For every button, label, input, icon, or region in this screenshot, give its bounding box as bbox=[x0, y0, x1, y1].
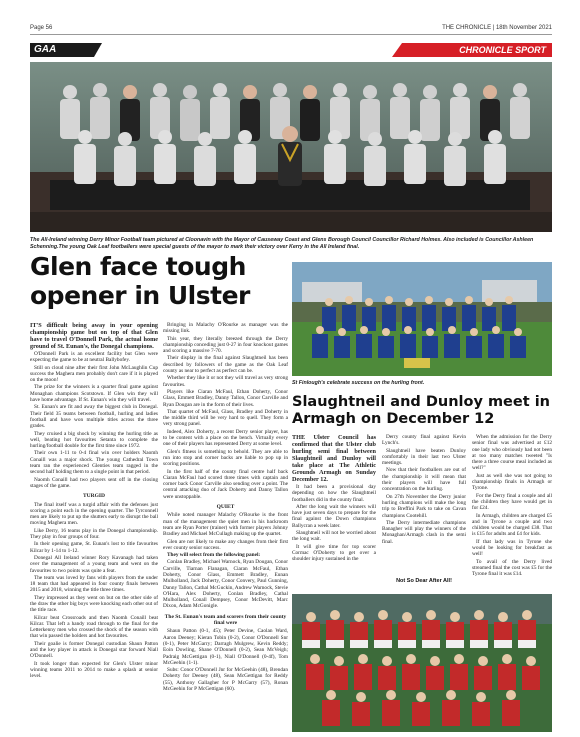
paragraph: They will select from the following panel: bbox=[167, 552, 261, 559]
main-headline: Glen face tough opener in Ulster bbox=[30, 252, 250, 310]
paragraph: Indeed, Alex Doherty, a recent Derry senior player, has to be content with a place on the bench. Virtually every one of their players has represented Derry at some level. bbox=[163, 428, 288, 448]
paragraph: THE Ulster Council has confirmed that the Ulster club hurling semi final between Slaughtneil and Dunloy will take place at The Athletic Grounds Armagh on Sunday December 12. bbox=[292, 434, 376, 483]
paragraph: Bringing in Malachy O'Rourke as manager was the missing link. bbox=[163, 322, 288, 335]
paragraph: It had been a provisional day depending on how the Slaughtneil footballers did in the county final. bbox=[292, 484, 376, 503]
second-headline: Slaughtneil and Dunloy meet in Armagh on December 12 bbox=[292, 394, 550, 427]
paragraph: In their opening game, St. Eunan's lost to title favourites Kilcar by 1-14 to 1-12. bbox=[30, 541, 158, 554]
paragraph: Donegal All Ireland winner Rory Kavanagh had taken over the management of a young team and went on the favourites to two points was quite a feat. bbox=[30, 554, 158, 574]
second-story-column-1 bbox=[292, 434, 376, 589]
paragraph: Naomh Conaill had two players sent off in the closing stages of the game. bbox=[30, 476, 158, 489]
page-number: Page 56 bbox=[30, 25, 53, 31]
paragraph: Their goalie is former Donegal custodian Shaun Patton and the key player in attack is Donegal star forward Niall O'Donnell. bbox=[30, 640, 158, 660]
paragraph: They cruised a big shock by winning the hurling title as well, beating hot favourites Setanta to complete the hurling/football double for the first time since 1972. bbox=[30, 430, 158, 450]
paragraph: After the long wait the winners will have just seven days to prepare for the final against the Down champions Ballycran a week later. bbox=[292, 503, 376, 529]
paragraph: The Derry intermediate champions Banagher will play the winners of the Monaghan/Armagh clash in the semi final. bbox=[382, 519, 466, 545]
issue-date: THE CHRONICLE | 18th November 2021 bbox=[442, 25, 552, 31]
paragraph: Shaun Patton (0-1, 45); Peter Devine, Caolan Ward, Aaron Deeney; Kieran Tobin (0-2), Conor O'Donnell Snr (0-1), Peter McGarry; Darragh Mulgrew, Kevin Reddy; Eoin Dowling, Shane O'Donnell (0-2), Sean McVeigh; Padraig McGettigan (0-1), Niall O'Donnell (0-4f), Tom McGeehin (1-1). bbox=[163, 628, 288, 666]
paragraph: Like Derry, 16 teams play in the Donegal championship. They play in four groups of four. bbox=[30, 527, 158, 541]
paragraph: Still on cloud nine after their first John McLaughlin Cup success the Maghera men probably don't care if it is played on the moon! bbox=[30, 364, 158, 384]
paragraph: When the admission for the Derry senior final was advertised at £12 one lady who obviously had not been at too many matches tweeted "Is there a three course meal included as well?" bbox=[472, 434, 552, 472]
paragraph: Derry county final against Kevin Lynch's. bbox=[382, 434, 466, 447]
main-story-column-1 bbox=[30, 322, 158, 730]
paragraph: In Armagh, children are charged £5 and in Tyrone a couple and two children would be charged £38. That is £15 for adults and £4 for kids. bbox=[472, 512, 552, 538]
paragraph: Kilcar beat Crossroads and then Naomh Conaill beat Kilcar. That left a handy road through to the final for the Letterkenny men who crossed the shock of the season with that win passed the holders and hot favourites. bbox=[30, 614, 158, 640]
paragraph: Slaughtneil have beaten Dunloy comfortably in their last two Ulster meetings. bbox=[382, 447, 466, 467]
subheading: TURGID bbox=[82, 493, 105, 500]
paragraph: It will give time for top scorer Cormac O'Doherty to get over a shoulder injury sustained in the bbox=[292, 543, 376, 563]
paragraph: Whether they like it or not they will travel as very strong favourites. bbox=[163, 375, 288, 388]
paragraph: Now that their footballers are out of the championship it will mean that their players will have full concentration on the hurling. bbox=[382, 467, 466, 493]
paragraph: To avail of the Derry lived streamed final the cost was £5 for the Tyrone final it was £14. bbox=[472, 558, 552, 578]
header-divider bbox=[30, 34, 552, 35]
paragraph: Their display in the final against Slaughtneil has been described by followers of the game as the Oak Leaf county as near to perfect as perfect can be. bbox=[163, 355, 288, 375]
hurling-team-photo bbox=[292, 262, 552, 376]
paragraph: Conlan Bradley, Michael Warnock, Ryan Dougan, Conor Carville, Tiarnan Flanagan, Ciaran McFaul, Ethan Doherty, Conor Glass, Emmett Bradley, Eunan Mulholland, Jack Doherty, Conor Convery, Paul Gunning, Danny Tallon, Cathal McGuckin, Andrew Warnock, Stevie O'Hara, Alex Doherty, Conlan Bradley, Cathal Mulholland, Conall Dempsey, Conor McDevitt, Marc Dixon, Adam McGonigle. bbox=[163, 559, 288, 610]
paragraph: Slaughtneil will not be worried about the long wait. bbox=[292, 530, 376, 543]
paragraph: If that lady was in Tyrone she would be looking for breakfast as well! bbox=[472, 538, 552, 558]
paragraph: The final itself was a turgid affair with the defenses just scoring a point each in the opening quarter. The Tyrconnell men are likely to put up the shutters early to disrupt the ball moving Maghera men. bbox=[30, 501, 158, 527]
team-photo-caption: The All-Ireland winning Derry Minor Football team pictured at Cloonavin with the Mayor of Causeway Coast and Glens Borough Council Councillor Richard Holmes. Also included is Councillor Ashleen Schenning.The young Oak Leaf footballers were special guests of the mayor to mark their victory over Kerry in the All Ireland final. bbox=[30, 237, 534, 250]
paragraph: That quartet of McFaul, Glass, Bradley and Doherty in the middle third will be very hard to quell. They form a very strong panel. bbox=[163, 408, 288, 428]
paragraph: Just as well she was not going to championship finals in Armagh or Tyrone. bbox=[472, 472, 552, 492]
paragraph: While noted manager Malachy O'Rourke is the front man of the management the quiet men in his backroom team are Ryan Porter (trainer) with former players Johnny Bradley and Michael McCullagh making up the quartet. bbox=[163, 512, 288, 538]
second-story-column-2 bbox=[382, 434, 466, 574]
main-story-column-2 bbox=[163, 322, 288, 730]
paragraph: O'Donnell Park is an excellent facility but Glen were expecting the game to be at neutral Ballybofey. bbox=[30, 351, 158, 364]
paragraph: For the Derry final a couple and all the children they have would get in for £24. bbox=[472, 492, 552, 512]
paragraph: Players like Ciaran McFaul, Ethan Doherty, Conor Glass, Emmett Bradley, Danny Tallon, Conor Carville and Ryan Dougan are in the form of their lives. bbox=[163, 388, 288, 408]
section-tag: GAA bbox=[30, 43, 94, 57]
paragraph: St. Eunan's are fit and away the biggest club in Donegal. Their field 35 teams between football, hurling and ladies football and have won multiple titles across the three grades. bbox=[30, 404, 158, 430]
second-story-column-3 bbox=[472, 434, 552, 589]
paragraph: Glen are not likely to make any changes from their first ever county senior success. bbox=[163, 538, 288, 551]
paragraph: This year, they literally breezed through the Derry championship conceding just 0-27 in four knockout games and scoring a massive 7-70. bbox=[163, 335, 288, 355]
paragraph: In the first half of the county final centre half back Ciaran McFaul had scored three times with captain and corner back Conor Carville also sending over a point. The central attacking duo of Jack Doherty and Danny Tallon were unstoppable. bbox=[163, 468, 288, 500]
paragraph: On 27th November the Derry junior hurling champions will make the long trip to Breffini Park to take on Cavan champions Cootehill. bbox=[382, 493, 466, 519]
paragraph: Subs: Conor O'Donnell Jnr for McGeehin (48), Brendan Doherty for Deeney (48), Sean McGettigan for Reddy (55), Anthony Gallagher for P McGarry (57), Ronan McGeehin for P McGettigan (60). bbox=[163, 667, 288, 693]
subheading: The St. Eunan's team and scorers from their county final were bbox=[164, 613, 287, 627]
team-photo bbox=[30, 62, 552, 232]
subheading: QUIET bbox=[216, 504, 235, 511]
paragraph: The team was loved by fans with players from the under 18 team that had appeared in four county finals between 2015 and 2018, winning the title three times. bbox=[30, 574, 158, 594]
paragraph: The prize for the winners is a quarter final game against Monaghan champions Scotstown. If Glen win they will have home advantage. If St. Eunan's win they will travel. bbox=[30, 384, 158, 404]
brand-banner: CHRONICLE SPORT bbox=[402, 43, 552, 57]
hurling-photo-caption: St Finlough's celebrate success on the hurling front. bbox=[292, 380, 425, 386]
ad-tagline: Not So Dear After All! bbox=[396, 578, 452, 584]
paragraph: Their own 1-11 to 0-4 final win over holders Naomh Conaill was a major shock. The young Cathedral Town team ran the experienced Glenties team ragged in the second half holding them to a single point in that period. bbox=[30, 450, 158, 476]
youth-team-photo bbox=[292, 594, 552, 732]
paragraph: IT'S difficult being away in your opening championship game but on top of that Glen have to travel O'Donnell Park, the actual home ground of St. Eunan's, the Donegal champions. bbox=[30, 322, 158, 350]
paragraph: They impressed as they went on but on the other side of the draw the other big boys were knocking each other out of the title race. bbox=[30, 594, 158, 614]
paragraph: Glen's fitness is something to behold. They are able to run into stop and corner backs are liable to pop up in scoring positions. bbox=[163, 448, 288, 468]
paragraph: It took longer than expected for Glen's Ulster minor winning teams 2011 to 2014 to make a splash at senior level. bbox=[30, 660, 158, 680]
